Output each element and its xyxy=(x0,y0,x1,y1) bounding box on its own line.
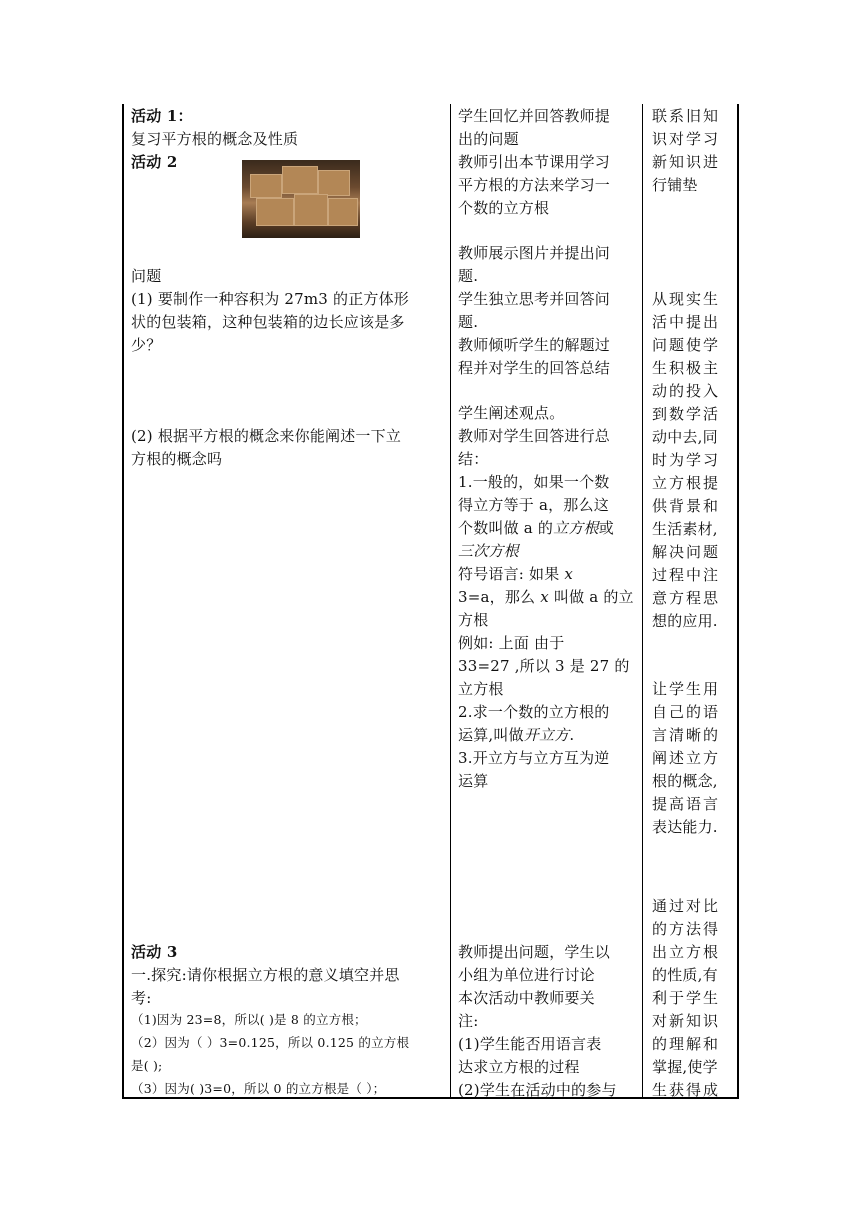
question1-line1: (1) 要制作一种容积为 27m3 的正方体形 xyxy=(131,290,410,308)
fill-blank-2a: （2）因为（ ）3=0.125，所以 0.125 的立方根 xyxy=(131,1035,410,1050)
col2-line: 教师展示图片并提出问 xyxy=(458,244,611,262)
col3-line: 供背景和 xyxy=(652,497,721,515)
col3-line: 生积极主 xyxy=(652,359,721,377)
col3-line: 让学生用 xyxy=(652,680,721,698)
col3-line: 从现实生 xyxy=(652,290,721,308)
col2-line: 1.一般的，如果一个数 xyxy=(458,473,610,491)
table-border-right xyxy=(737,104,739,1098)
col2-line: 教师提出问题，学生以 xyxy=(458,943,611,961)
table-divider-2 xyxy=(642,104,643,1098)
col2-line: 学生阐述观点。 xyxy=(458,404,565,422)
col2-line: 运算 xyxy=(458,772,489,790)
col3-line: 生活素材, xyxy=(652,520,718,538)
question2-line1: (2) 根据平方根的概念来你能阐述一下立 xyxy=(131,427,402,445)
col3-line: 解决问题 xyxy=(652,543,721,561)
col2-line: 2.求一个数的立方根的 xyxy=(458,703,610,721)
col3-line: 利于学生 xyxy=(652,989,721,1007)
col3-line: 识对学习 xyxy=(652,130,721,148)
activity2-title: 活动 2 xyxy=(131,153,178,171)
col2-line: 小组为单位进行讨论 xyxy=(458,966,595,984)
col2-line: 立方根 xyxy=(458,680,504,698)
col2-line: 学生独立思考并回答问 xyxy=(458,290,611,308)
col3-line: 活中提出 xyxy=(652,313,721,331)
col2-line: 得立方等于 a，那么这 xyxy=(458,496,609,514)
explore-line2: 考: xyxy=(131,989,152,1007)
question1-line3: 少？ xyxy=(131,336,162,354)
fill-blank-3: （3）因为( )3=0，所以 0 的立方根是（ ）； xyxy=(131,1081,386,1096)
col3-line: 动中去,同 xyxy=(652,428,718,446)
col3-line: 言清晰的 xyxy=(652,726,721,744)
col3-line: 自己的语 xyxy=(652,703,721,721)
col3-line: 意方程思 xyxy=(652,589,721,607)
table-divider-1 xyxy=(450,104,451,1098)
col3-line: 对新知识 xyxy=(652,1012,721,1030)
col2-line: 方根 xyxy=(458,611,489,629)
col2-line: 33=27 ,所以 3 是 27 的 xyxy=(458,657,630,675)
col3-line: 动的投入 xyxy=(652,382,721,400)
col2-line: 例如: 上面 由于 xyxy=(458,634,565,652)
col2-line: 运算,叫做开立方. xyxy=(458,726,575,744)
question1-line2: 状的包装箱，这种包装箱的边长应该是多 xyxy=(131,313,405,331)
col3-line: 问题使学 xyxy=(652,336,721,354)
col2-line: 题. xyxy=(458,267,479,285)
col2-line: 3.开立方与立方互为逆 xyxy=(458,749,610,767)
col3-line: 立方根提 xyxy=(652,474,721,492)
col2-line: 符号语言: 如果 x xyxy=(458,565,574,583)
col3-line: 想的应用. xyxy=(652,612,718,630)
col2-line: 个数的立方根 xyxy=(458,199,550,217)
col3-line: 的性质,有 xyxy=(652,966,718,984)
col3-line: 阐述立方 xyxy=(652,749,721,767)
col2-line: 教师对学生回答进行总 xyxy=(458,427,611,445)
col3-line: 新知识进 xyxy=(652,153,721,171)
col3-line: 生获得成 xyxy=(652,1081,721,1099)
activity1-title: 活动 1： xyxy=(131,107,193,125)
col2-line: 三次方根 xyxy=(458,542,519,560)
col3-line: 的方法得 xyxy=(652,920,721,938)
col2-line: 出的问题 xyxy=(458,130,519,148)
col2-line: (2)学生在活动中的参与 xyxy=(458,1081,617,1099)
col2-line: (1)学生能否用语言表 xyxy=(458,1035,602,1053)
col2-line: 个数叫做 a 的立方根或 xyxy=(458,519,614,537)
col3-line: 根的概念, xyxy=(652,772,718,790)
col2-line: 教师引出本节课用学习 xyxy=(458,153,611,171)
col3-line: 表达能力. xyxy=(652,818,718,836)
table-border-left xyxy=(122,104,124,1098)
col3-line: 的理解和 xyxy=(652,1035,721,1053)
col2-line: 学生回忆并回答教师提 xyxy=(458,107,611,125)
question-label: 问题 xyxy=(131,267,162,285)
fill-blank-2b: 是( ); xyxy=(131,1058,163,1073)
col3-line: 出立方根 xyxy=(652,943,721,961)
col2-line: 注: xyxy=(458,1012,479,1030)
col2-line: 平方根的方法来学习一 xyxy=(458,176,611,194)
col3-line: 联系旧知 xyxy=(652,107,721,125)
crates-photo xyxy=(242,160,360,238)
col3-line: 过程中注 xyxy=(652,566,721,584)
question2-line2: 方根的概念吗 xyxy=(131,450,223,468)
col3-line: 通过对比 xyxy=(652,897,721,915)
col2-line: 本次活动中教师要关 xyxy=(458,989,595,1007)
col3-line: 行铺垫 xyxy=(652,176,698,194)
col3-line: 掌握,使学 xyxy=(652,1058,718,1076)
activity3-title: 活动 3 xyxy=(131,943,178,961)
col3-line: 到数学活 xyxy=(652,405,721,423)
col2-line: 结： xyxy=(458,450,489,468)
col2-line: 3=a，那么 x 叫做 a 的立 xyxy=(458,588,634,606)
col2-line: 程并对学生的回答总结 xyxy=(458,359,611,377)
activity1-text: 复习平方根的概念及性质 xyxy=(131,130,299,148)
col3-line: 时为学习 xyxy=(652,451,721,469)
col3-line: 提高语言 xyxy=(652,795,721,813)
col2-line: 题. xyxy=(458,313,479,331)
col2-line: 教师倾听学生的解题过 xyxy=(458,336,611,354)
col2-line: 达求立方根的过程 xyxy=(458,1058,580,1076)
fill-blank-1: （1)因为 23=8，所以( )是 8 的立方根； xyxy=(131,1012,367,1027)
explore-line1: 一.探究:请你根据立方根的意义填空并思 xyxy=(131,966,400,984)
